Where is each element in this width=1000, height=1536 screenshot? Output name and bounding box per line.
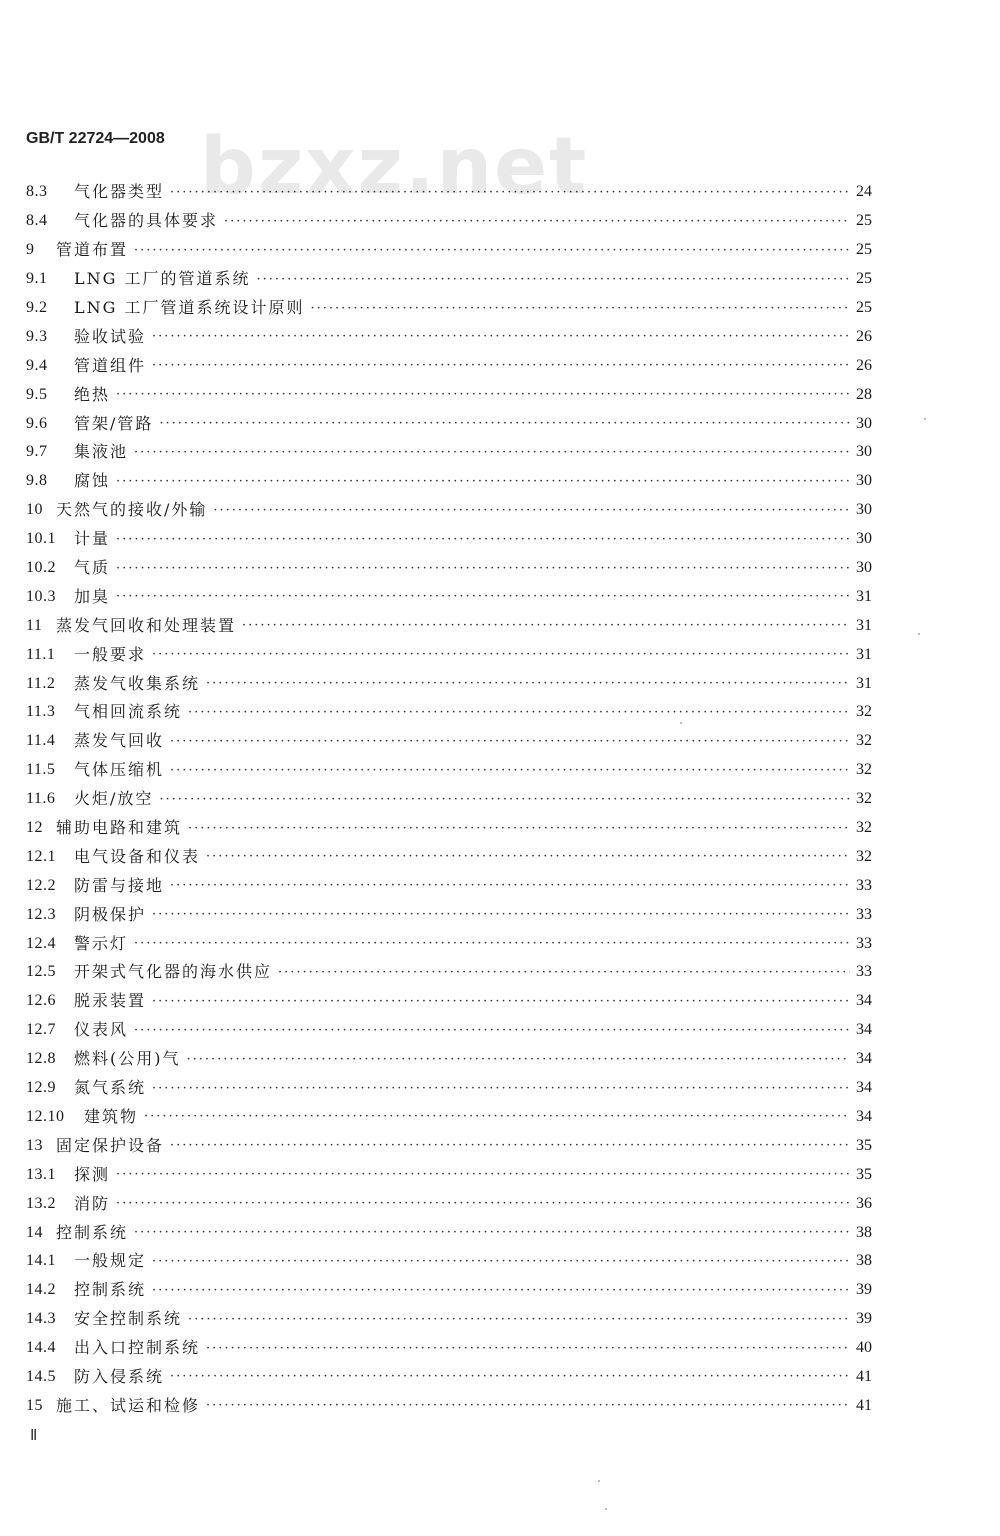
toc-entry-page: 30 <box>856 501 872 519</box>
toc-entry-page: 33 <box>856 934 872 952</box>
toc-entry-page: 25 <box>856 241 872 259</box>
toc-entry-number: 11.5 <box>26 761 56 779</box>
toc-entry[interactable] <box>26 987 872 1016</box>
toc-dot-leader <box>170 735 850 748</box>
toc-entry-page: 32 <box>856 732 872 750</box>
toc-entry-page: 24 <box>856 183 872 201</box>
toc-entry-page: 34 <box>856 992 872 1010</box>
toc-entry-page: 31 <box>856 674 872 692</box>
toc-entry[interactable] <box>26 525 872 554</box>
toc-entry-title: 气质 <box>74 558 111 578</box>
toc-entry-page: 34 <box>856 1107 872 1125</box>
toc-dot-leader <box>152 1284 850 1297</box>
toc-entry-title: 防雷与接地 <box>74 875 165 895</box>
toc-entry-page: 32 <box>856 790 872 808</box>
toc-entry-title: 气体压缩机 <box>74 760 165 780</box>
toc-entry[interactable] <box>26 1189 872 1218</box>
toc-dot-leader <box>116 533 850 546</box>
toc-entry[interactable] <box>26 496 872 525</box>
toc-entry-page: 32 <box>856 847 872 865</box>
toc-entry-number: 8.4 <box>26 212 48 230</box>
toc-entry-number: 9.5 <box>26 385 48 403</box>
toc-entry-title: 警示灯 <box>74 933 129 953</box>
scan-speck <box>918 633 920 635</box>
table-of-contents <box>26 178 872 1420</box>
toc-entry[interactable] <box>26 1391 872 1420</box>
toc-entry-title: 建筑物 <box>84 1106 139 1126</box>
toc-entry-number: 11.3 <box>26 703 56 721</box>
toc-entry-title: 绝热 <box>74 384 111 404</box>
toc-entry[interactable] <box>26 958 872 987</box>
toc-entry-title: 脱汞装置 <box>74 991 147 1011</box>
toc-entry-title: 控制系统 <box>56 1222 129 1242</box>
toc-dot-leader <box>187 1053 851 1066</box>
toc-dot-leader <box>134 244 850 257</box>
toc-dot-leader <box>206 1342 850 1355</box>
toc-entry[interactable] <box>26 1334 872 1363</box>
toc-entry-number: 12.6 <box>26 992 56 1010</box>
toc-entry-title: 探测 <box>74 1164 111 1184</box>
toc-entry-title: 施工、试运和检修 <box>56 1395 201 1415</box>
toc-dot-leader <box>152 648 850 661</box>
toc-entry-page: 33 <box>856 905 872 923</box>
page-number-roman: Ⅱ <box>30 1428 38 1444</box>
toc-entry-number: 12.9 <box>26 1079 56 1097</box>
toc-entry-number: 14.1 <box>26 1252 56 1270</box>
toc-entry-page: 34 <box>856 1079 872 1097</box>
toc-entry[interactable] <box>26 756 872 785</box>
toc-entry[interactable] <box>26 409 872 438</box>
toc-entry[interactable] <box>26 814 872 843</box>
toc-entry-page: 30 <box>856 472 872 490</box>
toc-entry-title: 一般要求 <box>74 644 147 664</box>
toc-entry-title: 出入口控制系统 <box>74 1338 201 1358</box>
toc-entry-number: 12.10 <box>26 1107 65 1125</box>
toc-entry-number: 12.8 <box>26 1050 56 1068</box>
toc-entry-page: 30 <box>856 530 872 548</box>
toc-dot-leader <box>152 1255 850 1268</box>
toc-entry[interactable] <box>26 1045 872 1074</box>
toc-entry[interactable] <box>26 294 872 323</box>
toc-entry-number: 11.4 <box>26 732 56 750</box>
toc-dot-leader <box>116 388 850 401</box>
toc-entry[interactable] <box>26 1131 872 1160</box>
toc-entry-title: 开架式气化器的海水供应 <box>74 962 273 982</box>
toc-entry-number: 9.6 <box>26 414 48 432</box>
toc-entry[interactable] <box>26 554 872 583</box>
toc-dot-leader <box>134 446 850 459</box>
toc-entry[interactable] <box>26 1103 872 1132</box>
toc-entry-page: 33 <box>856 963 872 981</box>
toc-entry[interactable] <box>26 1074 872 1103</box>
toc-entry-number: 14.4 <box>26 1339 56 1357</box>
toc-entry-title: 阴极保护 <box>74 904 147 924</box>
toc-entry[interactable] <box>26 1363 872 1392</box>
watermark-text: bzxz.net <box>200 122 589 212</box>
toc-entry-number: 11 <box>26 616 43 634</box>
toc-dot-leader <box>170 1370 850 1383</box>
toc-entry[interactable] <box>26 1247 872 1276</box>
toc-dot-leader <box>188 1313 850 1326</box>
toc-entry-title: 天然气的接收/外输 <box>56 500 208 520</box>
toc-entry-page: 30 <box>856 559 872 577</box>
toc-entry-page: 38 <box>856 1223 872 1241</box>
toc-entry-page: 31 <box>856 587 872 605</box>
toc-entry-title: 消防 <box>74 1193 111 1213</box>
toc-entry-page: 36 <box>856 1194 872 1212</box>
toc-entry-title: 蒸发气收集系统 <box>74 673 201 693</box>
toc-entry-number: 10.1 <box>26 530 56 548</box>
toc-dot-leader <box>116 590 850 603</box>
toc-dot-leader <box>170 764 850 777</box>
toc-entry[interactable] <box>26 640 872 669</box>
toc-entry-page: 25 <box>856 212 872 230</box>
toc-entry-number: 9.8 <box>26 472 48 490</box>
toc-entry[interactable] <box>26 785 872 814</box>
toc-entry-title: LNG 工厂管道系统设计原则 <box>74 298 305 317</box>
toc-entry-number: 10 <box>26 501 43 519</box>
toc-entry-page: 31 <box>856 645 872 663</box>
toc-entry-title: 电气设备和仪表 <box>74 846 201 866</box>
toc-entry-number: 12.1 <box>26 847 56 865</box>
toc-dot-leader <box>152 330 850 343</box>
toc-dot-leader <box>152 1082 850 1095</box>
toc-dot-leader <box>152 908 850 921</box>
toc-entry-page: 33 <box>856 876 872 894</box>
toc-entry[interactable] <box>26 582 872 611</box>
toc-entry-number: 11.6 <box>26 790 56 808</box>
toc-entry-title: 气化器的具体要求 <box>74 211 219 231</box>
toc-entry-title: 管道组件 <box>74 355 147 375</box>
toc-entry-number: 13 <box>26 1136 43 1154</box>
toc-entry-page: 38 <box>856 1252 872 1270</box>
toc-entry-page: 32 <box>856 761 872 779</box>
toc-entry-page: 35 <box>856 1165 872 1183</box>
scan-speck <box>924 418 926 420</box>
scan-speck <box>605 1508 607 1510</box>
toc-entry[interactable] <box>26 1160 872 1189</box>
toc-dot-leader <box>159 793 850 806</box>
scan-speck <box>680 722 682 724</box>
toc-entry-number: 9.2 <box>26 299 48 316</box>
toc-entry-page: 39 <box>856 1281 872 1299</box>
toc-entry-title: 防入侵系统 <box>74 1366 165 1386</box>
toc-entry[interactable] <box>26 1016 872 1045</box>
toc-entry-page: 30 <box>856 414 872 432</box>
toc-entry-number: 12.4 <box>26 934 56 952</box>
toc-entry-number: 10.3 <box>26 587 56 605</box>
toc-dot-leader <box>278 966 850 979</box>
toc-entry-number: 13.2 <box>26 1194 56 1212</box>
toc-entry[interactable] <box>26 236 872 265</box>
toc-entry-title: 氮气系统 <box>74 1078 147 1098</box>
toc-dot-leader <box>213 504 850 517</box>
toc-entry-number: 12.2 <box>26 876 56 894</box>
toc-dot-leader <box>206 1399 850 1412</box>
toc-entry-number: 15 <box>26 1396 43 1414</box>
toc-entry-number: 14.3 <box>26 1310 56 1328</box>
toc-dot-leader <box>257 273 851 286</box>
toc-entry[interactable] <box>26 265 872 294</box>
toc-entry[interactable] <box>26 698 872 727</box>
toc-dot-leader <box>116 1168 850 1181</box>
toc-dot-leader <box>134 1024 850 1037</box>
toc-entry-title: 计量 <box>74 529 111 549</box>
toc-entry[interactable] <box>26 178 872 207</box>
toc-entry-title: 辅助电路和建筑 <box>56 818 183 838</box>
scan-speck <box>598 1480 600 1482</box>
toc-entry-page: 34 <box>856 1021 872 1039</box>
toc-entry-number: 10.2 <box>26 559 56 577</box>
toc-entry-number: 12 <box>26 819 43 837</box>
toc-entry-title: 气化器类型 <box>74 182 165 202</box>
toc-dot-leader <box>116 475 850 488</box>
toc-entry-title: 固定保护设备 <box>56 1135 165 1155</box>
toc-dot-leader <box>116 562 850 575</box>
toc-dot-leader <box>188 706 850 719</box>
toc-entry[interactable] <box>26 380 872 409</box>
toc-entry-number: 14.5 <box>26 1367 56 1385</box>
toc-dot-leader <box>224 215 850 228</box>
toc-entry-title: 验收试验 <box>74 326 147 346</box>
toc-entry-title: 火炬/放空 <box>74 789 154 809</box>
toc-dot-leader <box>134 1226 850 1239</box>
toc-dot-leader <box>159 417 850 430</box>
toc-entry[interactable] <box>26 438 872 467</box>
toc-entry[interactable] <box>26 669 872 698</box>
toc-dot-leader <box>206 850 850 863</box>
toc-entry-title: 加臭 <box>74 586 111 606</box>
toc-entry-title: 管架/管路 <box>74 413 154 433</box>
toc-dot-leader <box>144 1110 850 1123</box>
toc-entry[interactable] <box>26 871 872 900</box>
toc-entry-number: 9.3 <box>26 327 48 345</box>
toc-entry-title: 安全控制系统 <box>74 1309 183 1329</box>
toc-entry[interactable] <box>26 1218 872 1247</box>
toc-entry-number: 12.5 <box>26 963 56 981</box>
toc-dot-leader <box>188 822 850 835</box>
toc-entry-page: 39 <box>856 1310 872 1328</box>
toc-entry-number: 13.1 <box>26 1165 56 1183</box>
toc-entry-title: 腐蚀 <box>74 471 111 491</box>
toc-entry-number: 11.1 <box>26 645 56 663</box>
toc-entry-page: 25 <box>856 270 872 288</box>
toc-entry-page: 31 <box>856 616 872 634</box>
toc-entry-title: 仪表风 <box>74 1020 129 1040</box>
toc-entry-number: 9.7 <box>26 443 48 461</box>
toc-entry-number: 9 <box>26 241 35 259</box>
toc-entry-page: 40 <box>856 1339 872 1357</box>
toc-entry-page: 32 <box>856 819 872 837</box>
toc-entry-page: 28 <box>856 385 872 403</box>
toc-entry-page: 30 <box>856 443 872 461</box>
toc-entry-page: 25 <box>856 299 872 316</box>
toc-entry[interactable] <box>26 351 872 380</box>
toc-entry-title: 管道布置 <box>56 240 129 260</box>
toc-entry-number: 14 <box>26 1223 43 1241</box>
toc-entry-title: 集液池 <box>74 442 129 462</box>
toc-entry-page: 26 <box>856 327 872 345</box>
toc-entry-number: 11.2 <box>26 674 56 692</box>
toc-entry-title: 一般规定 <box>74 1251 147 1271</box>
toc-entry-page: 34 <box>856 1050 872 1068</box>
toc-entry-page: 41 <box>856 1367 872 1385</box>
toc-entry-number: 9.4 <box>26 356 48 374</box>
toc-dot-leader <box>206 677 850 690</box>
toc-dot-leader <box>170 1139 850 1152</box>
toc-entry-number: 12.3 <box>26 905 56 923</box>
toc-entry[interactable] <box>26 929 872 958</box>
toc-entry-title: 气相回流系统 <box>74 702 183 722</box>
toc-entry-title: 蒸发气回收 <box>74 731 165 751</box>
toc-entry-title: LNG 工厂的管道系统 <box>74 269 251 289</box>
standard-code-header: GB/T 22724—2008 <box>26 130 165 147</box>
toc-entry[interactable] <box>26 900 872 929</box>
toc-dot-leader <box>311 302 851 315</box>
toc-dot-leader <box>134 937 850 950</box>
toc-entry-number: 14.2 <box>26 1281 56 1299</box>
toc-entry-title: 燃料(公用)气 <box>74 1049 181 1069</box>
toc-entry[interactable] <box>26 467 872 496</box>
toc-entry[interactable] <box>26 727 872 756</box>
toc-entry-title: 控制系统 <box>74 1280 147 1300</box>
toc-dot-leader <box>242 619 850 632</box>
toc-dot-leader <box>152 995 850 1008</box>
toc-entry[interactable] <box>26 1305 872 1334</box>
toc-dot-leader <box>116 1197 850 1210</box>
toc-entry-title: 蒸发气回收和处理装置 <box>56 615 237 635</box>
toc-entry-number: 8.3 <box>26 183 48 201</box>
toc-entry[interactable] <box>26 611 872 640</box>
toc-entry-page: 35 <box>856 1136 872 1154</box>
toc-entry[interactable] <box>26 207 872 236</box>
toc-entry-number: 9.1 <box>26 270 48 288</box>
toc-entry[interactable] <box>26 842 872 871</box>
toc-dot-leader <box>152 359 850 372</box>
toc-dot-leader <box>170 186 850 199</box>
toc-entry-number: 12.7 <box>26 1021 56 1039</box>
toc-entry-page: 32 <box>856 703 872 721</box>
toc-entry[interactable] <box>26 322 872 351</box>
toc-entry-page: 41 <box>856 1396 872 1414</box>
toc-dot-leader <box>170 879 850 892</box>
toc-entry-page: 26 <box>856 356 872 374</box>
toc-entry[interactable] <box>26 1276 872 1305</box>
